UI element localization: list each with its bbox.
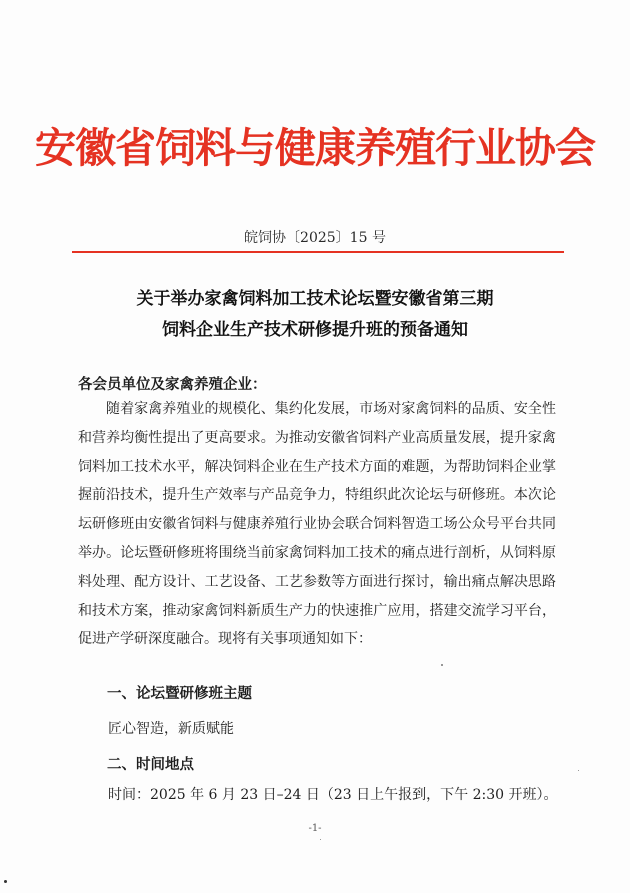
notice-title-line-2: 饲料企业生产技术研修提升班的预备通知 <box>162 320 468 340</box>
theme-content: 匠心智造，新质赋能 <box>108 721 234 737</box>
notice-title-line-1: 关于举办家禽饲料加工技术论坛暨安徽省第三期 <box>136 289 494 309</box>
time-content: 时间：2025 年 6 月 23 日–24 日（23 日上午报到，下午 2:30 开班）。 <box>108 787 558 803</box>
scan-speck <box>441 664 443 666</box>
red-divider-line <box>72 251 564 253</box>
salutation: 各会员单位及家禽养殖企业： <box>78 376 267 393</box>
scan-speck <box>578 770 579 771</box>
body-paragraph: 随着家禽养殖业的规模化、集约化发展，市场对家禽饲料的品质、安全性和营养均衡性提出了更高要求。为推动安徽省饲料产业高质量发展，提升家禽饲料加工技术水平，解决饲料企业在生产技术方面的难题，为帮助饲料企业掌握前沿技术，提升生产效率与产品竞争力，特组织此次论坛与研修班。本次论坛研修班由安徽省饲料与健康养殖行业协会联合饲料智造工场公众号平台共同举办。论坛暨研修班将围绕当前家禽饲料加工技术的痛点进行剖析，从饲料原料处理、配方设计、工艺设备、工艺参数等方面进行探讨，输出痛点解决思路和技术方案，推动家禽饲料新质生产力的快速推广应用，搭建交流学习平台，促进产学研深度融合。现将有关事项通知如下： <box>78 401 556 648</box>
scan-speck <box>4 880 7 883</box>
scan-speck <box>320 839 321 840</box>
section-heading-time-place: 二、时间地点 <box>107 756 194 773</box>
document-number: 皖饲协〔2025〕15 号 <box>244 230 386 246</box>
organization-title: 安徽省饲料与健康养殖行业协会 <box>35 124 595 172</box>
page-number: -1- <box>308 823 322 834</box>
section-heading-theme: 一、论坛暨研修班主题 <box>107 685 252 702</box>
